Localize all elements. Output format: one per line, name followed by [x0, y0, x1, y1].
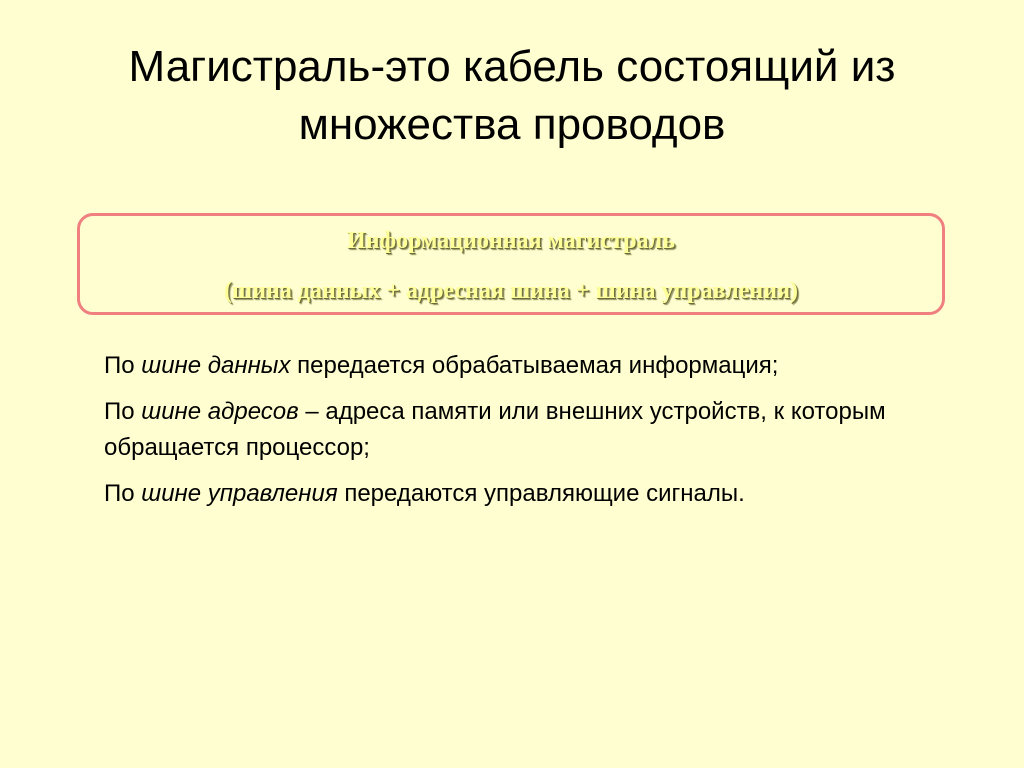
paragraph-prefix: По [104, 398, 142, 425]
bus-descriptions [104, 348, 934, 522]
address-bus-paragraph [104, 394, 934, 466]
bus-box-formula: (шина данных + адресная шина + шина управления) [223, 278, 799, 304]
information-bus-box [77, 213, 945, 315]
control-bus-term: шине управления [141, 480, 338, 507]
paragraph-prefix: По [104, 352, 142, 379]
slide-title-line-2: множества проводов [298, 100, 726, 149]
slide-title [40, 38, 984, 154]
paragraph-suffix: передаются управляющие сигналы. [337, 480, 745, 507]
data-bus-term: шине данных [141, 352, 291, 379]
paragraph-suffix: передается обрабатываемая информация; [290, 352, 779, 379]
paragraph-prefix: По [104, 480, 142, 507]
control-bus-paragraph [104, 476, 934, 512]
data-bus-paragraph [104, 348, 934, 384]
address-bus-term: шине адресов [141, 398, 299, 425]
slide-title-line-1: Магистраль-это кабель состоящий из [128, 42, 896, 91]
paragraph-suffix: – адреса памяти или внешних устройств, к которым обращается процессор; [104, 398, 886, 461]
bus-box-heading: Информационная магистраль [347, 228, 675, 254]
